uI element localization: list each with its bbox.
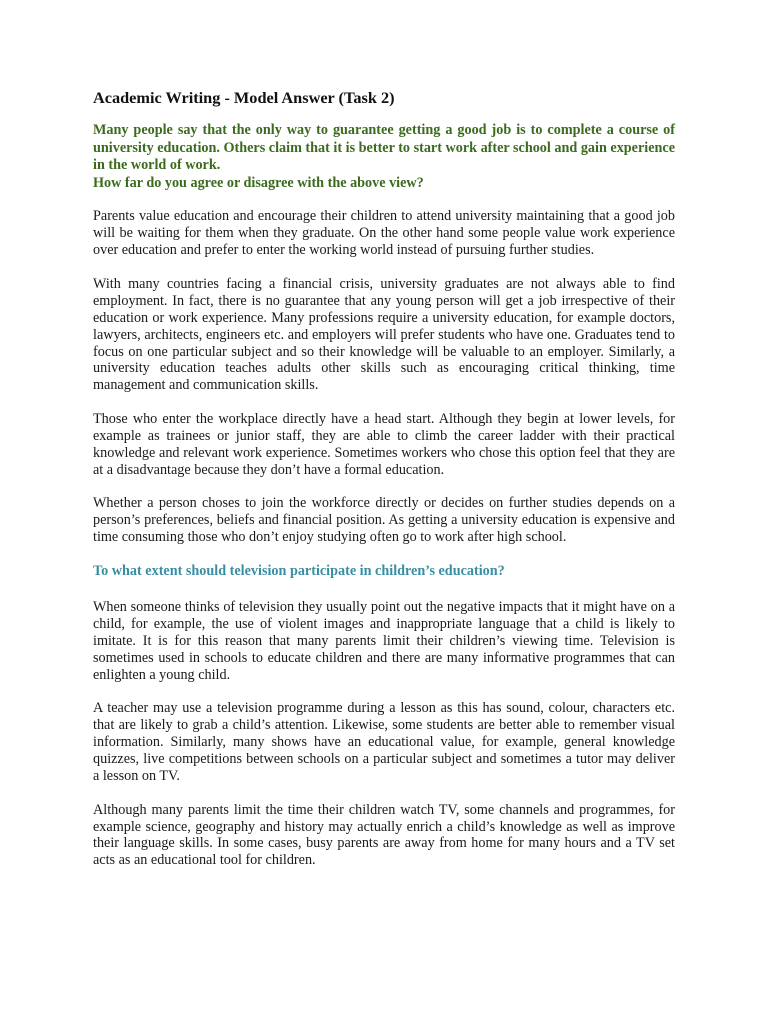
document-page — [93, 88, 675, 886]
essay2-paragraph-3: Although many parents limit the time their children watch TV, some channels and programmes, for example science, geography and history may actually enrich a child’s knowledge as well as improve their language skills. In some cases, busy parents are away from home for many hours and a TV set acts as an educational tool for children. — [93, 801, 675, 869]
task-statement: Many people say that the only way to guarantee getting a good job is to complete a course of university education. Others claim that it is better to start work after school and gain experience in the world of work. — [93, 122, 675, 174]
task-question: How far do you agree or disagree with the above view? — [93, 174, 424, 191]
essay1-paragraph-4: Whether a person choses to join the workforce directly or decides on further studies depends on a person’s preferences, beliefs and financial position. As getting a university education is expensive and time consuming those who don’t enjoy studying often go to work after high school. — [93, 495, 675, 546]
essay2-paragraph-1: When someone thinks of television they usually point out the negative impacts that it might have on a child, for example, the use of violent images and inappropriate language that a child is likely to imitate. It is for this reason that many parents limit their children’s viewing time. Television is sometimes used in schools to educate children and there are many informative programmes that can enlighten a young child. — [93, 598, 675, 683]
task-prompt — [93, 122, 675, 192]
essay1-paragraph-3: Those who enter the workplace directly have a head start. Although they begin at lower levels, for example as trainees or junior staff, they are able to climb the career ladder with their practical knowledge and relevant work experience. Sometimes workers who chose this option feel that they are at a disadvantage because they don’t have a formal education. — [93, 411, 675, 478]
document-title: Academic Writing - Model Answer (Task 2) — [93, 88, 395, 107]
essay2-paragraph-2: A teacher may use a television programme during a lesson as this has sound, colour, characters etc. that are likely to grab a child’s attention. Likewise, some students are better able to remember visual information. Similarly, many shows have an educational value, for example, general knowledge quizzes, live competitions between schools on a particular subject and sometimes a tutor may deliver a lesson on TV. — [93, 700, 675, 784]
essay2-heading: To what extent should television participate in children’s education? — [93, 562, 505, 579]
essay1-paragraph-2: With many countries facing a financial crisis, university graduates are not always able to find employment. In fact, there is no guarantee that any young person will get a job irrespective of their education or work experience. Many professions require a university education, for example doctors, lawyers, architects, engineers etc. and employers will prefer students who have one. Graduates tend to focus on one particular subject and so their knowledge will be valuable to an employer. Similarly, a university education teaches adults other skills such as encouraging critical thinking, time management and communication skills. — [93, 275, 675, 394]
essay1-paragraph-1: Parents value education and encourage their children to attend university maintaining that a good job will be waiting for them when they graduate. On the other hand some people value work experience over education and prefer to enter the working world instead of pursuing further studies. — [93, 208, 675, 259]
